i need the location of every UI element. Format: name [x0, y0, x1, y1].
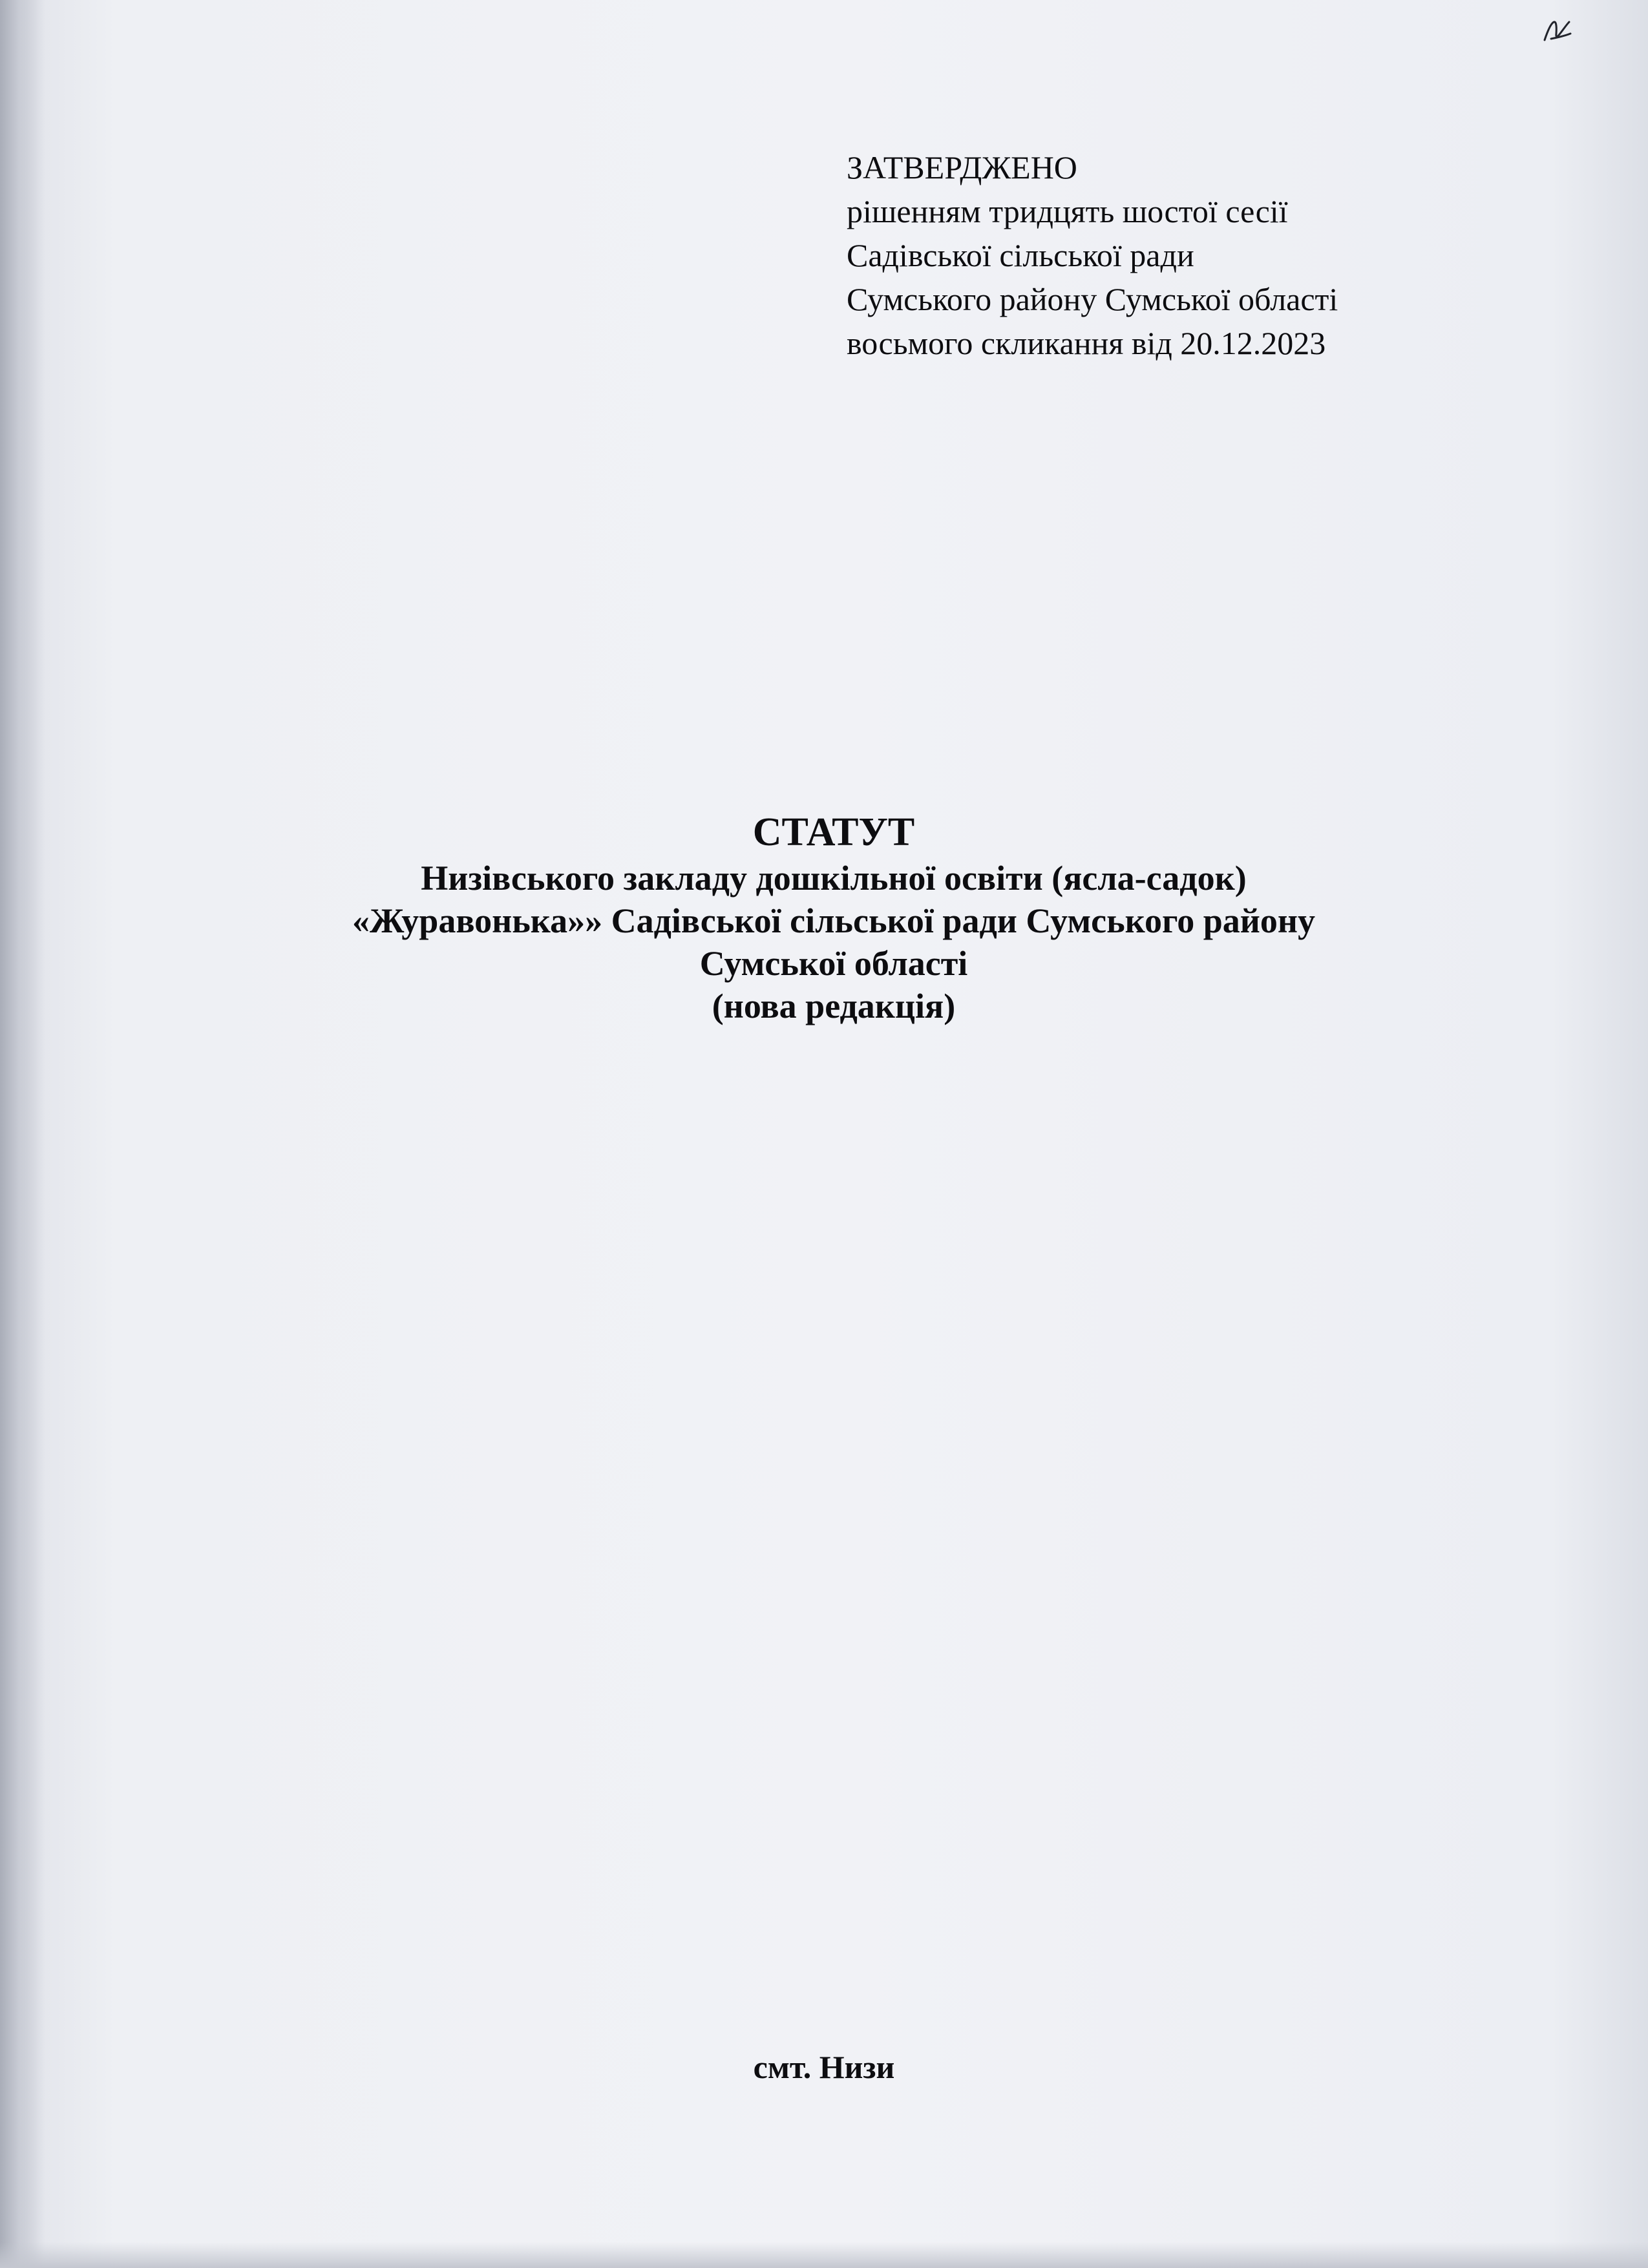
document-heading: СТАТУТ: [752, 810, 915, 854]
title-line: (нова редакція): [712, 987, 956, 1025]
approval-stamp-block: [847, 145, 1558, 365]
page-bottom-edge: [0, 2242, 1648, 2268]
handwritten-mark-icon: [1532, 8, 1577, 53]
place-of-issue: смт. Низи: [753, 2049, 895, 2085]
approval-line: восьмого скликання від 20.12.2023: [847, 325, 1326, 361]
approval-line: Садівської сільської ради: [847, 237, 1194, 273]
title-line: Низівського закладу дошкільної освіти (ясла-садок): [421, 859, 1247, 898]
approval-line: рішенням тридцять шостої сесії: [847, 193, 1288, 229]
binding-shadow: [0, 0, 45, 2268]
document-title-block: [194, 808, 1474, 1027]
approval-line: Сумського району Сумської області: [847, 281, 1338, 317]
title-line: Сумської області: [699, 944, 968, 983]
title-line: «Журавонька»» Садівської сільської ради Сумського району: [352, 901, 1315, 940]
approval-line: ЗАТВЕРДЖЕНО: [847, 149, 1077, 185]
